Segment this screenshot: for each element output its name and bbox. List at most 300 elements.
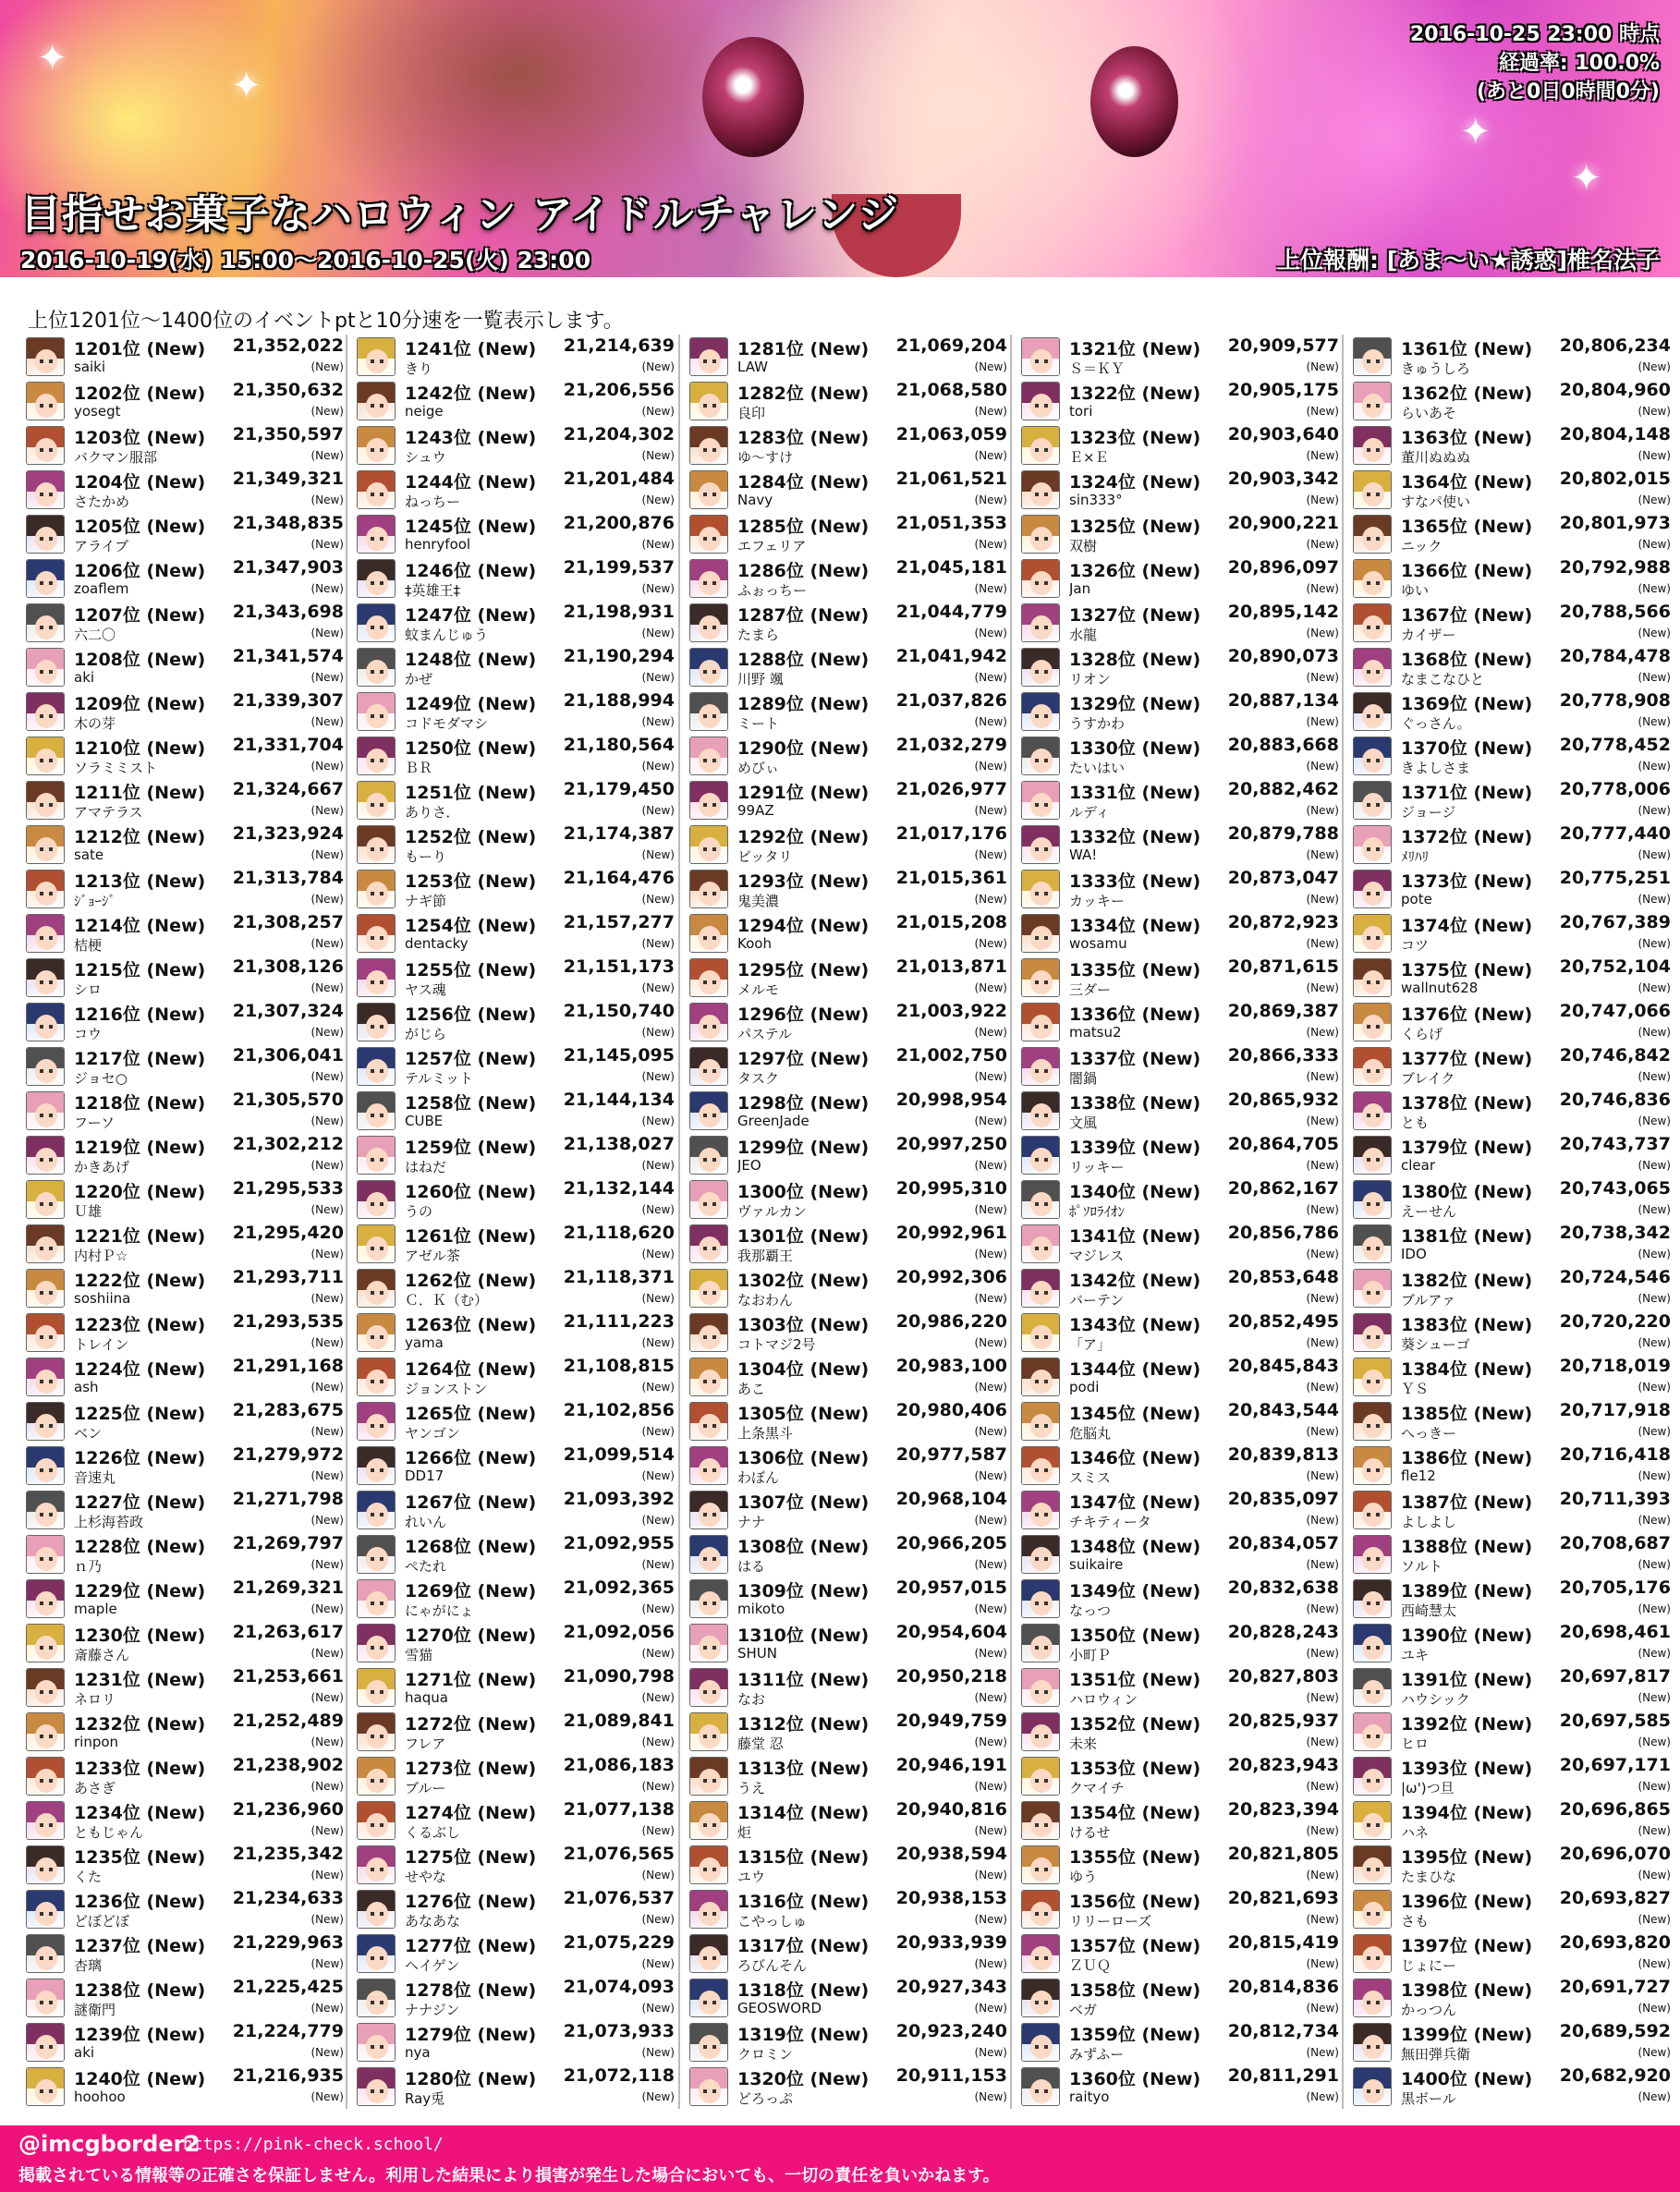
- ten-min-speed: (New): [974, 449, 1007, 462]
- rank-label: 1380位 (New): [1401, 1182, 1533, 1202]
- producer-name: シュウ: [405, 449, 446, 466]
- producer-name: wallnut628: [1401, 980, 1479, 996]
- ten-min-speed: (New): [1306, 2002, 1339, 2015]
- event-points: 20,708,687: [1559, 1533, 1671, 1553]
- rank-label: 1323位 (New): [1069, 428, 1201, 448]
- event-points: 20,896,097: [1227, 557, 1339, 578]
- producer-name: くるぶし: [405, 1824, 461, 1841]
- event-points: 20,717,918: [1559, 1400, 1671, 1420]
- event-points: 20,693,827: [1559, 1888, 1671, 1908]
- event-points: 21,108,815: [563, 1356, 675, 1376]
- event-points: 20,977,587: [895, 1444, 1007, 1465]
- idol-avatar: [26, 382, 65, 420]
- column-divider: [678, 335, 680, 2109]
- rank-label: 1212位 (New): [74, 827, 206, 847]
- rank-label: 1218位 (New): [74, 1093, 206, 1114]
- ranking-entry: [688, 1000, 1007, 1044]
- sparkle-icon: ✦: [231, 65, 262, 107]
- producer-name: neige: [405, 403, 444, 420]
- ten-min-speed: (New): [310, 1425, 344, 1438]
- event-points: 21,293,711: [232, 1267, 344, 1287]
- rank-label: 1318位 (New): [737, 1980, 870, 2001]
- producer-name: ジョンストン: [405, 1381, 488, 1397]
- idol-avatar: [1353, 1801, 1392, 1840]
- idol-avatar: [1021, 1224, 1060, 1263]
- event-points: 20,724,546: [1559, 1267, 1671, 1287]
- event-points: 21,269,321: [232, 1577, 344, 1598]
- producer-name: エフェリア: [737, 538, 807, 554]
- ten-min-speed: (New): [974, 1913, 1007, 1926]
- ranking-entry: [1019, 689, 1339, 734]
- idol-avatar: [357, 1491, 396, 1529]
- site-link[interactable]: https://pink-check.school/: [183, 2135, 444, 2154]
- ranking-entry: [1019, 1177, 1339, 1222]
- producer-name: |ω')つ旦: [1401, 1780, 1455, 1796]
- producer-name: たいはい: [1069, 760, 1126, 776]
- producer-name: どろっぷ: [737, 2090, 794, 2107]
- ranking-column: [688, 335, 1007, 2109]
- producer-name: アゼル茶: [405, 1248, 460, 1264]
- idol-avatar: [357, 337, 396, 376]
- producer-name: えーせん: [1401, 1203, 1457, 1220]
- event-points: 20,887,134: [1227, 690, 1339, 711]
- top-reward: 上位報酬: [あま～い★誘惑]椎名法子: [1277, 247, 1660, 274]
- ranking-entry: [688, 956, 1007, 1000]
- idol-avatar: [689, 1091, 728, 1130]
- ranking-entry: [688, 1488, 1007, 1532]
- rank-label: 1368位 (New): [1401, 650, 1533, 670]
- rank-label: 1317位 (New): [737, 1936, 870, 1956]
- ten-min-speed: (New): [974, 1159, 1007, 1172]
- producer-name: ‡英雄王‡: [405, 582, 461, 599]
- rank-label: 1258位 (New): [405, 1093, 537, 1114]
- idol-avatar: [26, 337, 65, 376]
- idol-avatar: [1021, 470, 1060, 509]
- idol-avatar: [26, 1402, 65, 1441]
- event-points: 21,238,902: [232, 1755, 344, 1775]
- ranking-entry: [1351, 1266, 1671, 1310]
- event-points: 20,802,015: [1559, 469, 1671, 489]
- producer-name: れいん: [405, 1514, 447, 1530]
- ten-min-speed: (New): [1306, 1602, 1339, 1615]
- ranking-entry: [1351, 2064, 1671, 2109]
- idol-avatar: [26, 1712, 65, 1751]
- producer-name: fle12: [1401, 1467, 1436, 1484]
- ranking-entry: [1351, 1177, 1671, 1222]
- producer-name: もーり: [405, 848, 447, 865]
- ten-min-speed: (New): [310, 760, 344, 773]
- producer-name: hoohoo: [74, 2088, 126, 2105]
- rank-label: 1240位 (New): [74, 2069, 206, 2089]
- idol-avatar: [1353, 559, 1392, 598]
- event-points: 21,072,118: [563, 2065, 675, 2086]
- ranking-entry: [355, 911, 675, 956]
- producer-name: 双樹: [1069, 538, 1098, 554]
- event-title: 目指せお菓子なハロウィン アイドルチャレンジ: [20, 191, 900, 238]
- event-points: 21,077,138: [563, 1799, 675, 1820]
- event-points: 21,092,365: [563, 1577, 675, 1598]
- producer-name: フレア: [405, 1735, 446, 1752]
- event-points: 20,828,243: [1227, 1622, 1339, 1642]
- ten-min-speed: (New): [1637, 1602, 1671, 1615]
- ranking-entry: [1019, 1931, 1339, 1976]
- producer-name: 音速丸: [74, 1469, 116, 1486]
- producer-name: zoaflem: [74, 580, 129, 597]
- idol-avatar: [1353, 1579, 1392, 1618]
- event-points: 20,856,786: [1227, 1223, 1339, 1243]
- ten-min-speed: (New): [1306, 1735, 1339, 1748]
- event-points: 20,814,836: [1227, 1977, 1339, 1997]
- idol-avatar: [1021, 1402, 1060, 1441]
- producer-name: 三ダー: [1069, 981, 1112, 998]
- event-points: 21,089,841: [563, 1711, 675, 1731]
- event-points: 20,834,057: [1227, 1533, 1339, 1553]
- producer-name: raityo: [1069, 2088, 1110, 2105]
- ranking-entry: [688, 1621, 1007, 1665]
- event-points: 20,767,389: [1559, 912, 1671, 932]
- ten-min-speed: (New): [310, 1602, 344, 1615]
- event-points: 21,015,208: [895, 912, 1007, 932]
- rank-label: 1312位 (New): [737, 1714, 870, 1735]
- ten-min-speed: (New): [1306, 671, 1339, 684]
- ranking-entry: [1351, 379, 1671, 423]
- producer-name: ゆう: [1069, 1869, 1098, 1885]
- timestamp: 2016-10-25 23:00 時点: [1409, 23, 1660, 46]
- idol-avatar: [1021, 737, 1060, 775]
- rank-label: 1341位 (New): [1069, 1226, 1201, 1247]
- idol-avatar: [689, 2067, 728, 2106]
- ten-min-speed: (New): [974, 1780, 1007, 1793]
- event-points: 21,188,994: [563, 690, 675, 711]
- producer-name: 杏璃: [74, 1957, 103, 1974]
- rank-label: 1208位 (New): [74, 650, 206, 670]
- producer-name: aki: [74, 669, 95, 686]
- producer-name: ジョセ○: [74, 1070, 128, 1087]
- event-points: 21,252,489: [232, 1711, 344, 1731]
- ten-min-speed: (New): [310, 360, 344, 373]
- event-points: 20,693,820: [1559, 1932, 1671, 1953]
- ten-min-speed: (New): [641, 1381, 675, 1394]
- rank-label: 1400位 (New): [1401, 2069, 1533, 2089]
- producer-name: けるせ: [1069, 1824, 1111, 1841]
- ranking-entry: [355, 1577, 675, 1621]
- event-points: 20,980,406: [895, 1400, 1007, 1420]
- ten-min-speed: (New): [641, 1869, 675, 1881]
- ranking-entry: [688, 2020, 1007, 2064]
- idol-avatar: [26, 1269, 65, 1308]
- event-points: 21,145,095: [563, 1045, 675, 1066]
- ranking-entry: [688, 689, 1007, 734]
- rank-label: 1305位 (New): [737, 1404, 870, 1424]
- event-points: 21,026,977: [895, 779, 1007, 799]
- ranking-entry: [24, 379, 344, 423]
- idol-avatar: [26, 1047, 65, 1086]
- ranking-entry: [24, 1488, 344, 1532]
- ten-min-speed: (New): [641, 1647, 675, 1660]
- rank-label: 1273位 (New): [405, 1759, 537, 1779]
- ten-min-speed: (New): [1306, 893, 1339, 906]
- ranking-entry: [1019, 1532, 1339, 1577]
- ranking-entry: [24, 335, 344, 379]
- rank-label: 1268位 (New): [405, 1537, 537, 1557]
- ranking-entry: [355, 689, 675, 734]
- idol-avatar: [26, 1313, 65, 1352]
- ranking-entry: [355, 1399, 675, 1443]
- ten-min-speed: (New): [1637, 1780, 1671, 1793]
- ranking-entry: [688, 379, 1007, 423]
- rank-label: 1219位 (New): [74, 1138, 206, 1158]
- producer-name: ゆ～すけ: [737, 449, 794, 466]
- idol-avatar: [689, 1979, 728, 2017]
- producer-name: ＹＳ: [1401, 1381, 1430, 1397]
- producer-name: ヒロ: [1401, 1735, 1430, 1752]
- ten-min-speed: (New): [641, 1913, 675, 1926]
- idol-avatar: [689, 1712, 728, 1751]
- event-points: 21,324,667: [232, 779, 344, 799]
- rank-label: 1259位 (New): [405, 1138, 537, 1158]
- ranking-entry: [1351, 1488, 1671, 1532]
- idol-avatar: [689, 1801, 728, 1840]
- ranking-entry: [1351, 1089, 1671, 1133]
- ranking-entry: [355, 556, 675, 601]
- event-points: 21,271,798: [232, 1489, 344, 1509]
- producer-name: 木の芽: [74, 715, 116, 732]
- ranking-entry: [1019, 778, 1339, 822]
- ten-min-speed: (New): [974, 1070, 1007, 1083]
- ranking-entry: [1019, 379, 1339, 423]
- idol-avatar: [689, 1491, 728, 1529]
- event-points: 20,903,640: [1227, 424, 1339, 444]
- event-points: 21,352,022: [232, 335, 344, 356]
- ten-min-speed: (New): [974, 2090, 1007, 2103]
- ranking-entry: [24, 556, 344, 601]
- rank-label: 1394位 (New): [1401, 1803, 1533, 1823]
- rank-label: 1365位 (New): [1401, 517, 1533, 537]
- rank-label: 1276位 (New): [405, 1892, 537, 1912]
- rank-label: 1346位 (New): [1069, 1448, 1201, 1468]
- ranking-entry: [1351, 1532, 1671, 1577]
- producer-name: タスク: [737, 1070, 780, 1087]
- idol-avatar: [689, 1313, 728, 1352]
- event-points: 20,689,592: [1559, 2021, 1671, 2041]
- idol-avatar: [1021, 1934, 1060, 1973]
- rank-label: 1347位 (New): [1069, 1492, 1201, 1513]
- producer-name: 炬: [737, 1824, 752, 1841]
- event-points: 20,890,073: [1227, 646, 1339, 666]
- producer-name: コツ: [1401, 937, 1430, 954]
- rank-label: 1397位 (New): [1401, 1936, 1533, 1956]
- rank-label: 1319位 (New): [737, 2025, 870, 2045]
- ranking-entry: [355, 956, 675, 1000]
- ranking-entry: [24, 1798, 344, 1843]
- rank-label: 1222位 (New): [74, 1271, 206, 1291]
- idol-avatar: [26, 1934, 65, 1973]
- event-points: 20,696,070: [1559, 1844, 1671, 1864]
- producer-name: ｎ乃: [74, 1558, 103, 1575]
- idol-avatar: [1353, 1535, 1392, 1574]
- idol-avatar: [357, 648, 396, 687]
- rank-label: 1382位 (New): [1401, 1271, 1533, 1291]
- event-points: 20,845,843: [1227, 1356, 1339, 1376]
- event-points: 21,073,933: [563, 2021, 675, 2041]
- producer-name: ハネ: [1401, 1824, 1430, 1841]
- idol-avatar: [1021, 1358, 1060, 1396]
- producer-name: Ｅ×Ｅ: [1069, 449, 1109, 466]
- idol-avatar: [357, 1801, 396, 1840]
- ten-min-speed: (New): [974, 627, 1007, 639]
- rank-label: 1244位 (New): [405, 472, 537, 493]
- rank-label: 1246位 (New): [405, 561, 537, 581]
- idol-avatar: [357, 1712, 396, 1751]
- ten-min-speed: (New): [1637, 1647, 1671, 1660]
- idol-avatar: [689, 1624, 728, 1662]
- ten-min-speed: (New): [1637, 804, 1671, 817]
- idol-avatar: [689, 1890, 728, 1929]
- rank-label: 1283位 (New): [737, 428, 870, 448]
- ten-min-speed: (New): [1637, 848, 1671, 861]
- rank-label: 1301位 (New): [737, 1226, 870, 1247]
- producer-name: 謎衛門: [74, 2002, 116, 2018]
- rank-label: 1338位 (New): [1069, 1093, 1201, 1114]
- rank-label: 1295位 (New): [737, 960, 870, 980]
- idol-avatar: [689, 1224, 728, 1263]
- ranking-entry: [688, 1044, 1007, 1089]
- event-points: 20,986,220: [895, 1311, 1007, 1332]
- idol-avatar: [26, 1668, 65, 1707]
- rank-label: 1324位 (New): [1069, 472, 1201, 493]
- ranking-entry: [688, 1222, 1007, 1266]
- ranking-entry: [1019, 335, 1339, 379]
- rank-label: 1366位 (New): [1401, 561, 1533, 581]
- producer-name: ﾒﾘﾊﾘ: [1401, 848, 1430, 865]
- idol-avatar: [1021, 2067, 1060, 2106]
- event-points: 21,229,963: [232, 1932, 344, 1953]
- twitter-handle-link[interactable]: @imcgborder2: [18, 2131, 201, 2157]
- ten-min-speed: (New): [1306, 1070, 1339, 1083]
- producer-name: matsu2: [1069, 1024, 1122, 1041]
- ten-min-speed: (New): [641, 1735, 675, 1748]
- idol-avatar: [357, 470, 396, 509]
- event-points: 20,966,205: [895, 1533, 1007, 1553]
- ten-min-speed: (New): [310, 582, 344, 595]
- event-points: 20,811,291: [1227, 2065, 1339, 2086]
- rank-label: 1290位 (New): [737, 738, 870, 759]
- event-points: 21,306,041: [232, 1045, 344, 1066]
- rank-label: 1339位 (New): [1069, 1138, 1201, 1158]
- ranking-entry: [1351, 1931, 1671, 1976]
- rank-label: 1354位 (New): [1069, 1803, 1201, 1823]
- producer-name: ともじゃん: [74, 1824, 144, 1841]
- ranking-entry: [24, 956, 344, 1000]
- producer-name: なおわん: [737, 1292, 794, 1309]
- event-points: 21,283,675: [232, 1400, 344, 1420]
- ranking-entry: [1351, 1044, 1671, 1089]
- ranking-entry: [688, 601, 1007, 645]
- ten-min-speed: (New): [974, 1735, 1007, 1748]
- rank-label: 1261位 (New): [405, 1226, 537, 1247]
- rank-label: 1292位 (New): [737, 827, 870, 847]
- sparkle-icon: ✦: [1460, 111, 1491, 153]
- event-points: 21,236,960: [232, 1799, 344, 1820]
- rank-label: 1375位 (New): [1401, 960, 1533, 980]
- idol-avatar: [689, 1402, 728, 1441]
- event-points: 21,037,826: [895, 690, 1007, 711]
- ranking-entry: [355, 1222, 675, 1266]
- producer-name: 川野 颯: [737, 671, 784, 688]
- rank-label: 1239位 (New): [74, 2025, 206, 2045]
- idol-avatar: [26, 2023, 65, 2062]
- ranking-entry: [688, 1532, 1007, 1577]
- producer-name: ピッタリ: [737, 848, 793, 865]
- ten-min-speed: (New): [1637, 1469, 1671, 1482]
- ranking-entry: [24, 1621, 344, 1665]
- event-points: 20,738,342: [1559, 1223, 1671, 1243]
- ranking-entry: [355, 2020, 675, 2064]
- idol-avatar: [1353, 1313, 1392, 1352]
- ten-min-speed: (New): [974, 760, 1007, 773]
- idol-avatar: [1353, 1845, 1392, 1884]
- ten-min-speed: (New): [641, 1159, 675, 1172]
- idol-avatar: [1353, 1934, 1392, 1973]
- rank-label: 1304位 (New): [737, 1359, 870, 1380]
- event-points: 21,093,392: [563, 1489, 675, 1509]
- event-points: 20,949,759: [895, 1711, 1007, 1731]
- ranking-entry: [688, 423, 1007, 468]
- idol-avatar: [689, 603, 728, 642]
- rank-label: 1250位 (New): [405, 738, 537, 759]
- producer-name: Kooh: [737, 935, 772, 952]
- rank-label: 1361位 (New): [1401, 339, 1533, 359]
- ten-min-speed: (New): [1306, 1336, 1339, 1349]
- ranking-entry: [1019, 468, 1339, 512]
- producer-name: せやな: [405, 1869, 447, 1885]
- idol-avatar: [1021, 559, 1060, 598]
- idol-avatar: [689, 1446, 728, 1485]
- event-points: 21,075,229: [563, 1932, 675, 1953]
- idol-avatar: [357, 825, 396, 864]
- ten-min-speed: (New): [1637, 1114, 1671, 1127]
- event-points: 21,216,935: [232, 2065, 344, 2086]
- rank-label: 1224位 (New): [74, 1359, 206, 1380]
- ranking-entry: [355, 1532, 675, 1577]
- rank-label: 1281位 (New): [737, 339, 870, 359]
- status-block: [1410, 20, 1660, 106]
- producer-name: ぐっさん。: [1401, 715, 1471, 732]
- ten-min-speed: (New): [310, 1558, 344, 1571]
- event-points: 20,806,234: [1559, 335, 1671, 356]
- event-points: 20,804,960: [1559, 380, 1671, 400]
- ranking-entry: [688, 1266, 1007, 1310]
- producer-name: バクマン服部: [74, 449, 158, 466]
- event-points: 20,923,240: [895, 2021, 1007, 2041]
- event-points: 20,743,065: [1559, 1178, 1671, 1199]
- event-points: 20,691,727: [1559, 1977, 1671, 1997]
- idol-avatar: [1353, 781, 1392, 820]
- idol-avatar: [357, 1402, 396, 1441]
- ranking-entry: [1351, 335, 1671, 379]
- producer-name: テルミット: [405, 1070, 473, 1087]
- event-points: 21,144,134: [563, 1090, 675, 1110]
- idol-avatar: [357, 603, 396, 642]
- event-points: 21,293,535: [232, 1311, 344, 1332]
- idol-avatar: [1353, 1757, 1392, 1796]
- idol-avatar: [1353, 1402, 1392, 1441]
- ranking-entry: [688, 1710, 1007, 1754]
- rank-label: 1350位 (New): [1069, 1626, 1201, 1646]
- event-points: 20,853,648: [1227, 1267, 1339, 1287]
- idol-avatar: [357, 870, 396, 908]
- ranking-entry: [24, 1754, 344, 1798]
